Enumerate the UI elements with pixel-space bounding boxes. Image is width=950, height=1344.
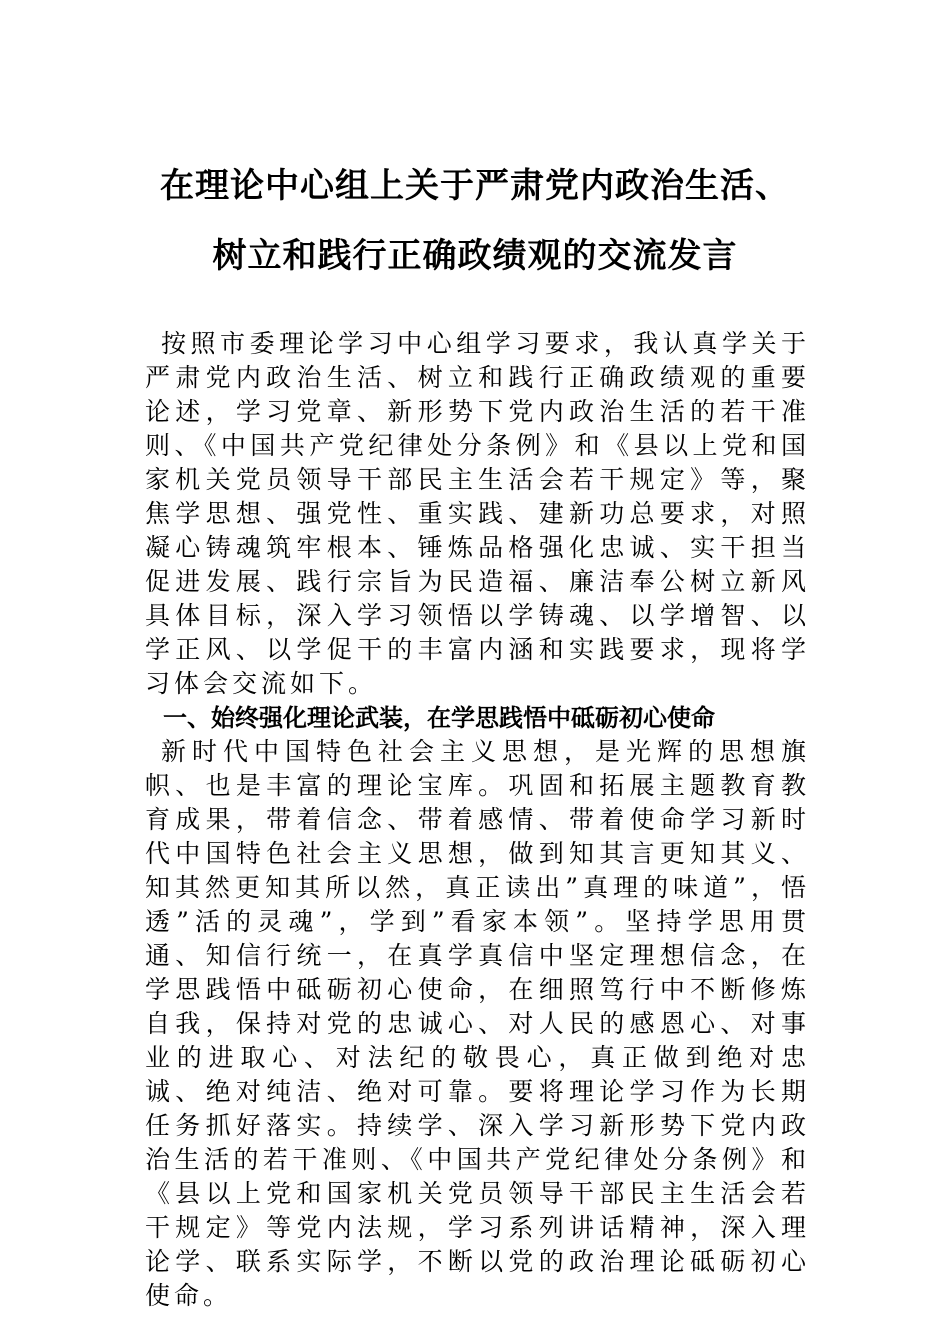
document-title-line-1: 在理论中心组上关于严肃党内政治生活、 — [160, 166, 790, 206]
section-1-paragraph: 新时代中国特色社会主义思想，是光辉的思想旗帜、也是丰富的理论宝库。巩固和拓展主题教育教育成果，带着信念、带着感情、带着使命学习新时代中国特色社会主义思想，做到知其言更知其义、知其然更知其所以然，真正读出”真理的味道”，悟透”活的灵魂”，学到”看家本领”。坚持学思用贯通、知信行统一，在真学真信中坚定理想信念，在学思践悟中砥砺初心使命，在细照笃行中不断修炼自我，保持对党的忠诚心、对人民的感恩心、对事业的进取心、对法纪的敬畏心，真正做到绝对忠诚、绝对纯洁、绝对可靠。要将理论学习作为长期任务抓好落实。持续学、深入学习新形势下党内政治生活的若干准则、《中国共产党纪律处分条例》和《县以上党和国家机关党员领导干部民主生活会若干规定》等党内法规，学习系列讲话精神，深入理论学、联系实际学，不断以党的政治理论砥砺初心使命。 — [145, 737, 810, 1310]
intro-paragraph: 按照市委理论学习中心组学习要求，我认真学关于严肃党内政治生活、树立和践行正确政绩观的重要论述，学习党章、新形势下党内政治生活的若干准则、《中国共产党纪律处分条例》和《县以上党和国家机关党员领导干部民主生活会若干规定》等，聚焦学思想、强党性、重实践、建新功总要求，对照凝心铸魂筑牢根本、锤炼品格强化忠诚、实干担当促进发展、践行宗旨为民造福、廉洁奉公树立新风具体目标，深入学习领悟以学铸魂、以学增智、以学正风、以学促干的丰富内涵和实践要求，现将学习体会交流如下。 — [145, 329, 810, 698]
document-body — [145, 327, 810, 1313]
document-title-line-2: 树立和践行正确政绩观的交流发言 — [212, 236, 738, 276]
section-1-heading: 一、始终强化理论武装，在学思践悟中砥砺初心使命 — [163, 704, 715, 732]
